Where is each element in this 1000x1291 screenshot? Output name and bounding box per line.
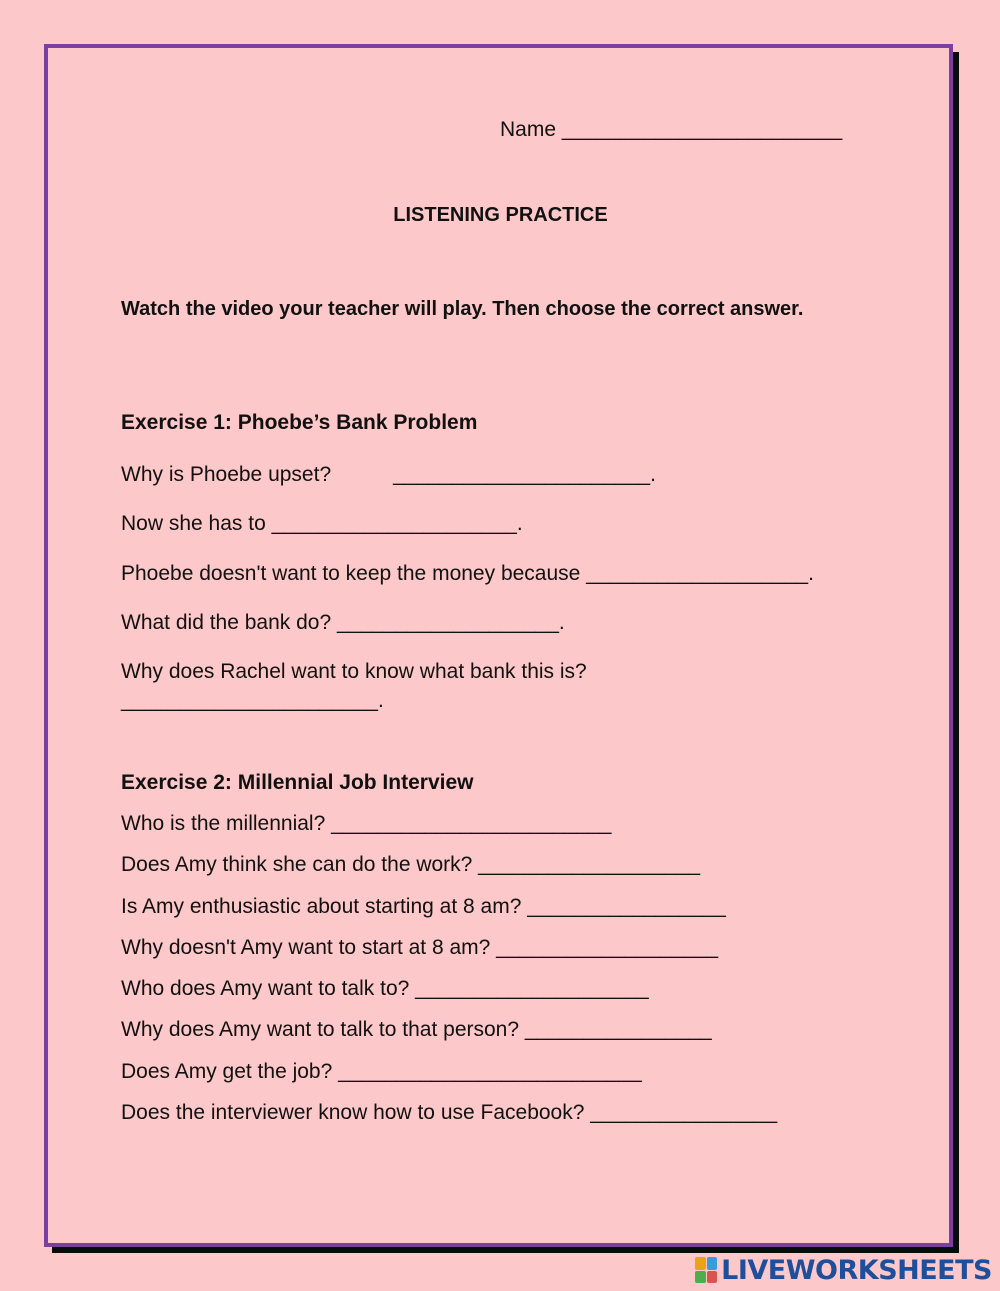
instructions: Watch the video your teacher will play. Then choose the correct answer. bbox=[121, 298, 804, 320]
exercise-2-question-8[interactable]: Does the interviewer know how to use Facebook? ________________ bbox=[121, 1101, 778, 1124]
exercise-2-question-7[interactable]: Does Amy get the job? __________________________ bbox=[121, 1060, 642, 1083]
question-text: Why is Phoebe upset? bbox=[121, 463, 332, 486]
exercise-2-question-2[interactable]: Does Amy think she can do the work? ___________________ bbox=[121, 853, 701, 876]
worksheet-frame bbox=[44, 44, 953, 1247]
answer-blank[interactable]: ______________________. bbox=[393, 463, 656, 486]
exercise-1-question-2[interactable]: Now she has to _____________________. bbox=[121, 512, 523, 535]
logo-squares-icon bbox=[695, 1257, 717, 1283]
exercise-1-question-5-blank[interactable]: ______________________. bbox=[121, 689, 384, 712]
page-title: LISTENING PRACTICE bbox=[393, 204, 608, 226]
exercise-1-question-1 bbox=[121, 463, 656, 487]
exercise-2-question-5[interactable]: Who does Amy want to talk to? ____________________ bbox=[121, 977, 649, 1000]
exercise-2-question-3[interactable]: Is Amy enthusiastic about starting at 8 am? _________________ bbox=[121, 895, 726, 918]
exercise-1-question-3[interactable]: Phoebe doesn't want to keep the money because ___________________. bbox=[121, 562, 814, 585]
exercise-1-question-4[interactable]: What did the bank do? ___________________. bbox=[121, 611, 565, 634]
liveworksheets-logo bbox=[695, 1255, 992, 1285]
exercise-2-question-6[interactable]: Why does Amy want to talk to that person? ________________ bbox=[121, 1018, 712, 1041]
exercise-2-question-1[interactable]: Who is the millennial? ________________________ bbox=[121, 812, 612, 835]
exercise-2-heading: Exercise 2: Millennial Job Interview bbox=[121, 771, 474, 794]
name-field[interactable]: Name ________________________ bbox=[500, 118, 843, 141]
logo-text: LIVEWORKSHEETS bbox=[721, 1254, 992, 1286]
exercise-1-heading: Exercise 1: Phoebe’s Bank Problem bbox=[121, 411, 478, 434]
exercise-2-question-4[interactable]: Why doesn't Amy want to start at 8 am? ___________________ bbox=[121, 936, 719, 959]
exercise-1-question-5: Why does Rachel want to know what bank this is? bbox=[121, 660, 587, 683]
